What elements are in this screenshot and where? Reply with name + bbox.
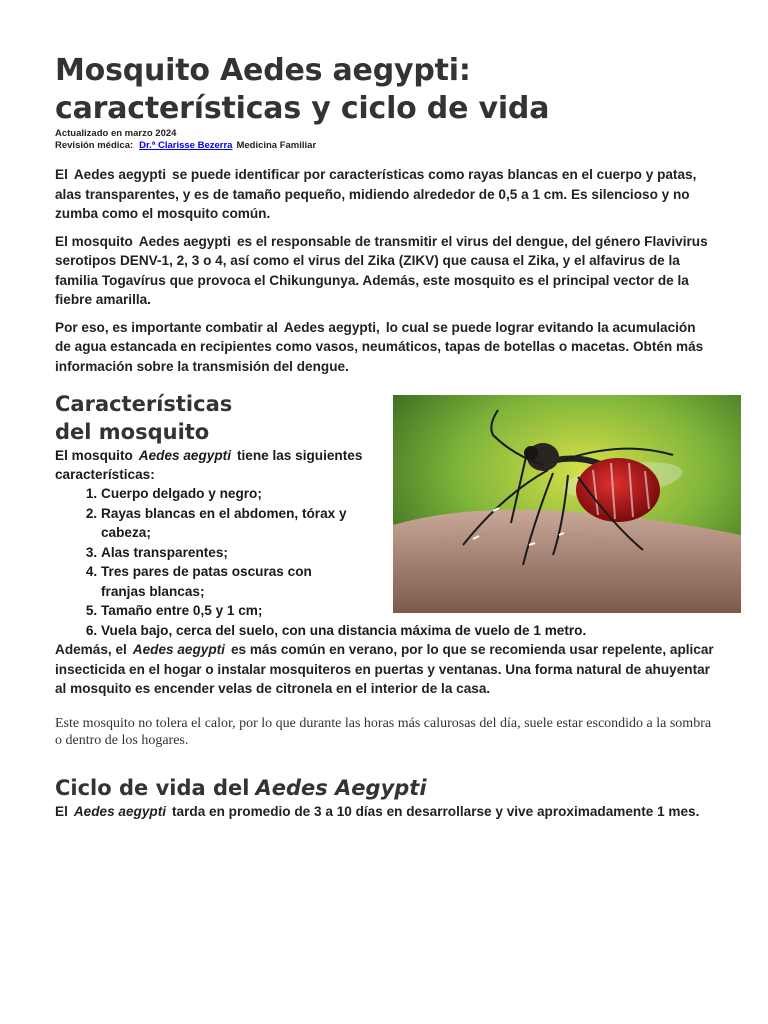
species-name: Aedes aegypti, bbox=[283, 319, 380, 335]
characteristics-section bbox=[55, 390, 715, 750]
review-label: Revisión médica: bbox=[55, 140, 134, 151]
paragraph-lifecycle: El Aedes aegypti tarda en promedio de 3 a 10 días en desarrollarse y vive aproximadamente 1 mes. bbox=[55, 803, 700, 819]
species-name: Aedes aegypti bbox=[132, 642, 225, 657]
species-name: Aedes aegypti bbox=[138, 448, 231, 463]
species-name: Aedes aegypti bbox=[73, 167, 167, 182]
review-line bbox=[55, 140, 715, 152]
paragraph-transmission: El mosquito Aedes aegypti es el responsable de transmitir el virus del dengue, del género Flavivirus serotipos DENV-1, 2, 3 o 4, así como el virus del Zika (ZIKV) que causa el Zika, y el alfavirus de la familia Togavírus que provoca el Chikungunya. Además, este mosquito es el principal vector de la fiebre amarilla. bbox=[55, 233, 708, 307]
paragraph-season: Además, el Aedes aegypti es más común en verano, por lo que se recomienda usar repelente, aplicar insecticida en el hogar o instalar mosquiteros en puertas y ventanas. Una forma natural de ahuyentar al mosquito es encender velas de citronela en el interior de la casa. bbox=[55, 642, 714, 696]
list-item: 5. Tamaño entre 0,5 y 1 cm; bbox=[101, 601, 715, 621]
list-item: 1. Cuerpo delgado y negro; bbox=[101, 484, 351, 504]
species-name: Aedes aegypti bbox=[138, 233, 231, 249]
article bbox=[55, 52, 715, 821]
title-line-1: Mosquito Aedes aegypti: bbox=[55, 53, 471, 88]
list-item: 4. Tres pares de patas oscuras con franjas blancas; bbox=[101, 562, 351, 601]
reviewer-link[interactable]: Dr.ª Clarisse Bezerra bbox=[139, 140, 233, 151]
updated-date: Actualizado en marzo 2024 bbox=[55, 128, 177, 139]
list-item: 3. Alas transparentes; bbox=[101, 543, 715, 563]
list-item: 2. Rayas blancas en el abdomen, tórax y cabeza; bbox=[101, 504, 371, 543]
title-line-2: características y ciclo de vida bbox=[55, 91, 550, 126]
paragraph-heat-note: Este mosquito no tolera el calor, por lo que durante las horas más calurosas del día, suele estar escondido a la sombra o dentro de los hogares. bbox=[55, 715, 712, 748]
characteristics-intro: El mosquito Aedes aegypti tiene las siguientes características: bbox=[55, 448, 363, 482]
paragraph-prevention: Por eso, es importante combatir al Aedes aegypti, lo cual se puede lograr evitando la acumulación de agua estancada en recipientes como vasos, neumáticos, tapas de botellas o macetas. Obtén más información sobre la transmisión del dengue. bbox=[55, 319, 704, 374]
mosquito-photo bbox=[393, 395, 741, 613]
paragraph-identification: El Aedes aegypti se puede identificar por características como rayas blancas en el cuerpo y patas, alas transparentes, y es de tamaño pequeño, midiendo alrededor de 0,5 a 1 cm. Es silencioso y no zumba como el mosquito común. bbox=[55, 167, 697, 221]
list-item: 6. Vuela bajo, cerca del suelo, con una distancia máxima de vuelo de 1 metro. bbox=[101, 621, 701, 641]
species-name: Aedes aegypti bbox=[73, 803, 167, 819]
page-title bbox=[55, 52, 715, 128]
reviewer-specialty: Medicina Familiar bbox=[236, 140, 317, 151]
lifecycle-heading: Ciclo de vida del Aedes Aegypti bbox=[55, 775, 427, 800]
characteristics-heading: Características del mosquito bbox=[55, 392, 233, 444]
